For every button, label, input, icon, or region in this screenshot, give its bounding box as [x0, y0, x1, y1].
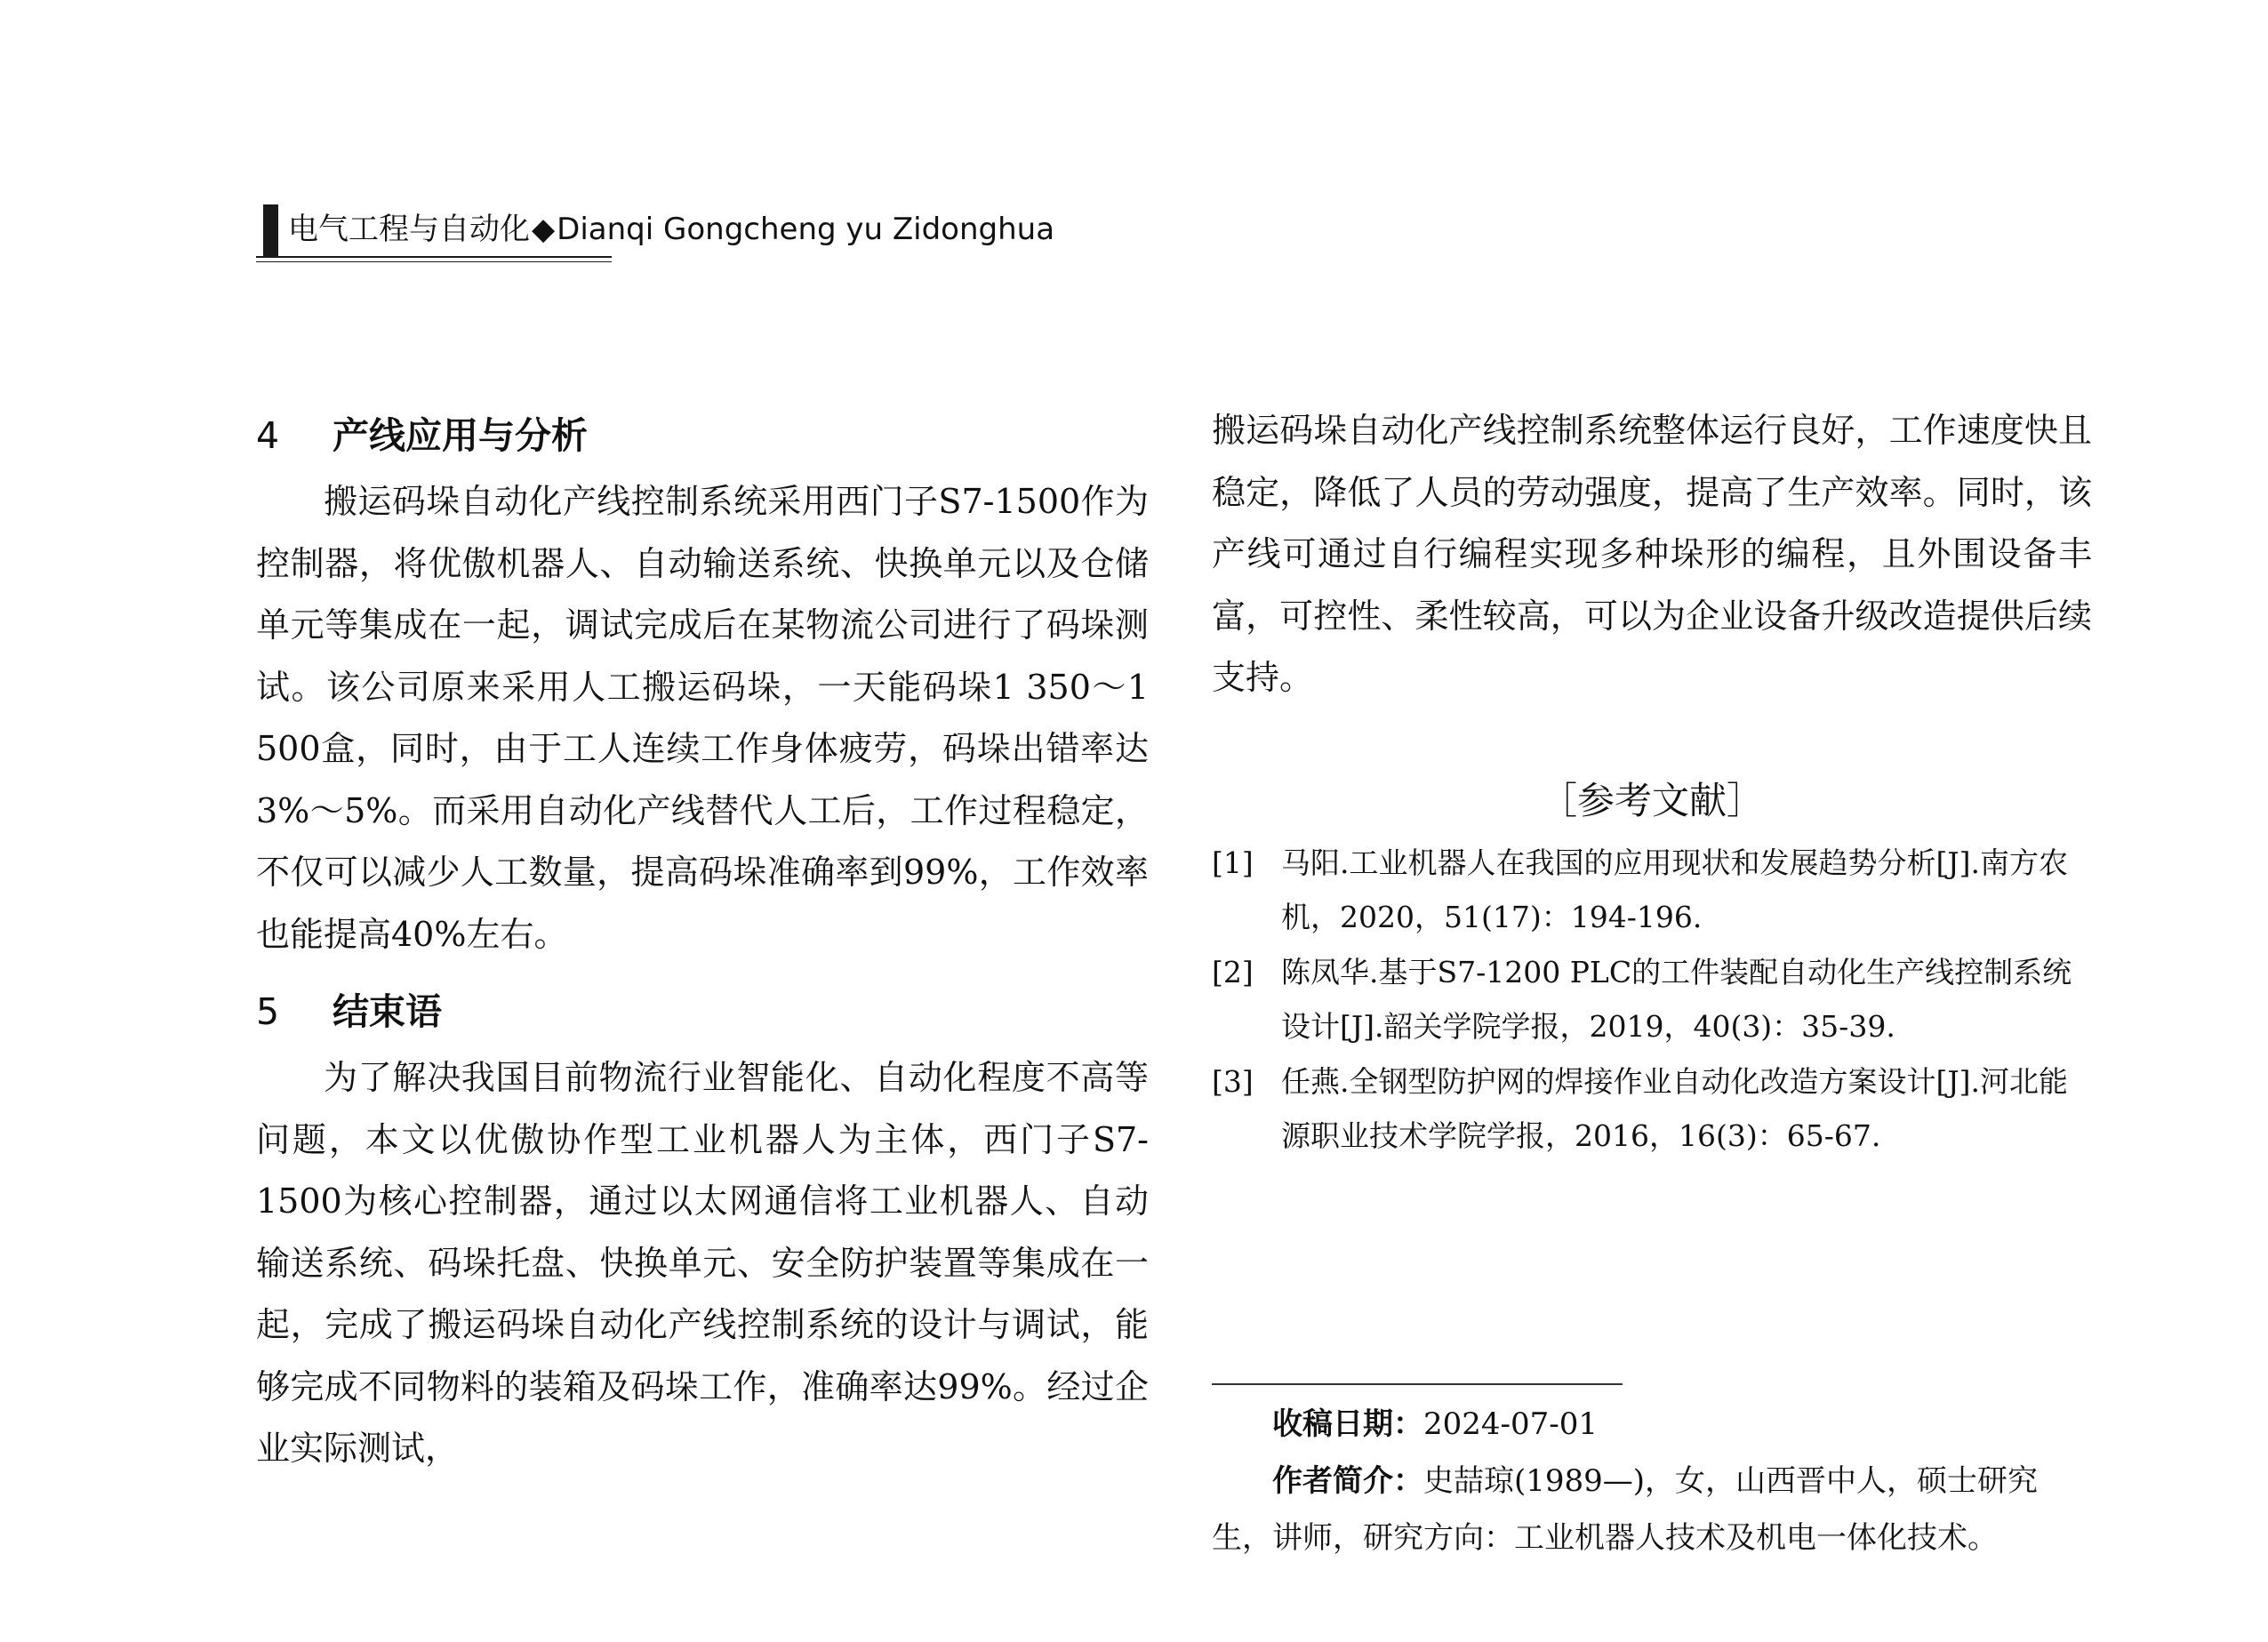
reference-number: [3]: [1212, 1064, 1254, 1099]
header-title: [288, 208, 1054, 251]
right-column: [1212, 400, 2092, 709]
references-list: [1212, 836, 2092, 1164]
footnote: [1212, 1396, 2092, 1566]
received-date: [1212, 1396, 2092, 1453]
received-label: 收稿日期：: [1272, 1406, 1423, 1442]
references-heading: ［参考文献］: [1539, 779, 1764, 822]
reference-item: [1212, 945, 2092, 1053]
header-rule-thick: [256, 256, 612, 258]
header-bar: [263, 204, 278, 256]
author-bio: [1212, 1453, 2092, 1566]
author-label: 作者简介：: [1272, 1463, 1423, 1499]
section-5-title: 结束语: [333, 990, 442, 1033]
header-rule-thin: [256, 261, 612, 262]
reference-text: 任燕.全钢型防护网的焊接作业自动化改造方案设计[J].河北能源职业技术学院学报，2016，16(3)：65-67.: [1281, 1064, 2068, 1153]
author-value: 史喆琼(1989—)，女，山西晋中人，硕士研究生，讲师，研究方向：工业机器人技术及机电一体化技术。: [1212, 1463, 2039, 1556]
section-4-title: 产线应用与分析: [333, 414, 588, 457]
section-5-continuation: 搬运码垛自动化产线控制系统整体运行良好，工作速度快且稳定，降低了人员的劳动强度，提高了生产效率。同时，该产线可通过自行编程实现多种垛形的编程，且外围设备丰富，可控性、柔性较高，可以为企业设备升级改造提供后续支持。: [1212, 411, 2092, 697]
reference-item: [1212, 1054, 2092, 1163]
section-5-heading: [256, 976, 1149, 1047]
section-4-paragraph: 搬运码垛自动化产线控制系统采用西门子S7-1500作为控制器，将优傲机器人、自动输送系统、快换单元以及仓储单元等集成在一起，调试完成后在某物流公司进行了码垛测试。该公司原来采用人工搬运码垛，一天能码垛1 350～1 500盒，同时，由于工人连续工作身体疲劳，码垛出错率达3%～5%。而采用自动化产线替代人工后，工作过程稳定，不仅可以减少人工数量，提高码垛准确率到99%，工作效率也能提高40%左右。: [256, 482, 1149, 954]
reference-text: 马阳.工业机器人在我国的应用现状和发展趋势分析[J].南方农机，2020，51(17)：194-196.: [1281, 845, 2068, 934]
reference-number: [1]: [1212, 845, 1254, 880]
section-5-number: 5: [256, 990, 280, 1033]
left-column: [256, 400, 1149, 1480]
reference-item: [1212, 836, 2092, 944]
journal-name-pinyin: Dianqi Gongcheng yu Zidonghua: [557, 212, 1055, 247]
received-value: 2024-07-01: [1423, 1406, 1599, 1442]
section-4-number: 4: [256, 414, 280, 457]
reference-number: [2]: [1212, 955, 1254, 989]
diamond-icon: ◆: [532, 212, 556, 247]
journal-name-cn: 电气工程与自动化: [288, 212, 530, 247]
journal-header: [256, 201, 1055, 260]
section-4-heading: [256, 400, 1149, 471]
reference-text: 陈凤华.基于S7-1200 PLC的工件装配自动化生产线控制系统设计[J].韶关学院学报，2019，40(3)：35-39.: [1281, 955, 2072, 1044]
footnote-divider: [1212, 1383, 1623, 1385]
section-5-paragraph: 为了解决我国目前物流行业智能化、自动化程度不高等问题，本文以优傲协作型工业机器人为主体，西门子S7-1500为核心控制器，通过以太网通信将工业机器人、自动输送系统、码垛托盘、快换单元、安全防护装置等集成在一起，完成了搬运码垛自动化产线控制系统的设计与调试，能够完成不同物料的装箱及码垛工作，准确率达99%。经过企业实际测试，: [256, 1058, 1149, 1468]
